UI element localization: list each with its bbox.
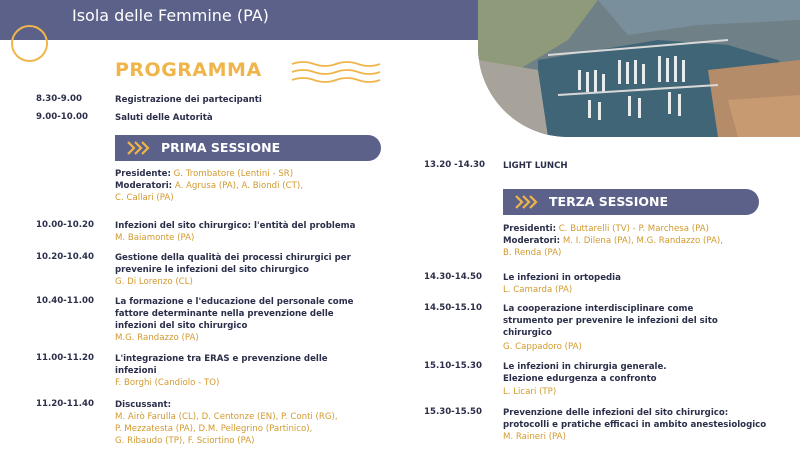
talk-title-line2: prevenire le infezioni del sito chirurgico	[115, 265, 309, 275]
talk-title-line2: fattore determinante nella prevenzione delle	[115, 309, 334, 319]
event-location: Isola delle Femmine (PA)	[72, 6, 269, 25]
talk-title-line3: infezioni del sito chirurgico	[115, 321, 248, 331]
talk-time: 14.50-15.10	[424, 303, 482, 313]
moderatori-names: A. Agrusa (PA), A. Biondi (CT),	[174, 181, 303, 191]
talk-title-line3: chirurgico	[503, 328, 552, 338]
talk-time: 11.00-11.20	[36, 353, 94, 363]
moderatori-names: M. I. Dilena (PA), M.G. Randazzo (PA),	[562, 236, 723, 246]
chevrons-icon	[127, 141, 151, 155]
harbor-illustration	[478, 0, 800, 137]
presidente-label: Presidente:	[115, 169, 171, 179]
presidente-name: G. Trombatore (Lentini - SR)	[173, 169, 294, 179]
discussant-names: P. Mezzatesta (PA), D.M. Pellegrino (Partinico),	[115, 424, 313, 434]
time-saluti: 9.00-10.00	[36, 112, 88, 122]
talk-title: La formazione e l'educazione del personale come	[115, 297, 354, 307]
decorative-circle	[11, 25, 48, 62]
talk-speaker: G. Di Lorenzo (CL)	[115, 277, 193, 287]
talk-speaker: M. Baiamonte (PA)	[115, 233, 195, 243]
talk-title: Le infezioni in chirurgia generale.	[503, 362, 667, 372]
discussant-names: G. Ribaudo (TP), F. Sciortino (PA)	[115, 436, 255, 446]
talk-title: La cooperazione interdisciplinare come	[503, 304, 694, 314]
talk-title: Le infezioni in ortopedia	[503, 273, 621, 283]
talk-speaker: M. Raineri (PA)	[503, 432, 566, 442]
talk-title-line2: strumento per prevenire le infezioni del sito	[503, 316, 718, 326]
chevrons-icon	[515, 195, 539, 209]
talk-title-line2: Elezione edurgenza a confronto	[503, 374, 657, 384]
talk-title: Gestione della qualità dei processi chirurgici per	[115, 253, 351, 263]
item-registrazione: Registrazione dei partecipanti	[115, 95, 262, 105]
talk-speaker: L. Licari (TP)	[503, 387, 557, 397]
prima-moderatori	[115, 180, 303, 192]
talk-title: Prevenzione delle infezioni del sito chirurgico:	[503, 408, 729, 418]
discussant-label: Discussant:	[115, 400, 172, 410]
discussant-names: M. Airò Farulla (CL), D. Centonze (EN), P. Conti (RG),	[115, 412, 338, 422]
moderatori-label: Moderatori:	[503, 236, 561, 246]
prima-sessione-banner	[115, 135, 381, 161]
talk-speaker: M.G. Randazzo (PA)	[115, 333, 199, 343]
talk-title-line2: protocolli e pratiche efficaci in ambito anestesiologico	[503, 420, 767, 430]
talk-time: 15.30-15.50	[424, 407, 482, 417]
terza-presidenti	[503, 223, 709, 235]
waves-decoration	[290, 60, 382, 84]
prima-presidente	[115, 168, 293, 180]
talk-time: 14.30-14.50	[424, 272, 482, 282]
talk-title-line2: infezioni	[115, 366, 157, 376]
talk-speaker: L. Camarda (PA)	[503, 285, 573, 295]
discussant-time: 11.20-11.40	[36, 399, 94, 409]
terza-sessione-label: TERZA SESSIONE	[549, 194, 669, 209]
talk-time: 10.40-11.00	[36, 296, 94, 306]
programma-title: PROGRAMMA	[115, 59, 262, 81]
lunch-time: 13.20 -14.30	[424, 160, 485, 170]
talk-speaker: F. Borghi (Candiolo - TO)	[115, 378, 220, 388]
talk-time: 10.20-10.40	[36, 252, 94, 262]
talk-speaker: G. Cappadoro (PA)	[503, 342, 582, 352]
prima-sessione-label: PRIMA SESSIONE	[161, 140, 281, 155]
presidenti-label: Presidenti:	[503, 224, 557, 234]
terza-moderatori	[503, 235, 723, 247]
moderatori-label: Moderatori:	[115, 181, 173, 191]
talk-title: L'integrazione tra ERAS e prevenzione delle	[115, 354, 328, 364]
harbor-photo	[478, 0, 800, 137]
terza-moderatori-cont: B. Renda (PA)	[503, 248, 562, 258]
talk-title: Infezioni del sito chirurgico: l'entità del problema	[115, 221, 356, 231]
talk-time: 15.10-15.30	[424, 361, 482, 371]
talk-time: 10.00-10.20	[36, 220, 94, 230]
terza-sessione-banner	[503, 189, 759, 215]
lunch-title: LIGHT LUNCH	[503, 161, 568, 171]
time-registrazione: 8.30-9.00	[36, 94, 82, 104]
item-saluti: Saluti delle Autorità	[115, 113, 213, 123]
presidenti-names: C. Buttarelli (TV) - P. Marchesa (PA)	[558, 224, 709, 234]
prima-moderatori-cont: C. Callari (PA)	[115, 193, 174, 203]
